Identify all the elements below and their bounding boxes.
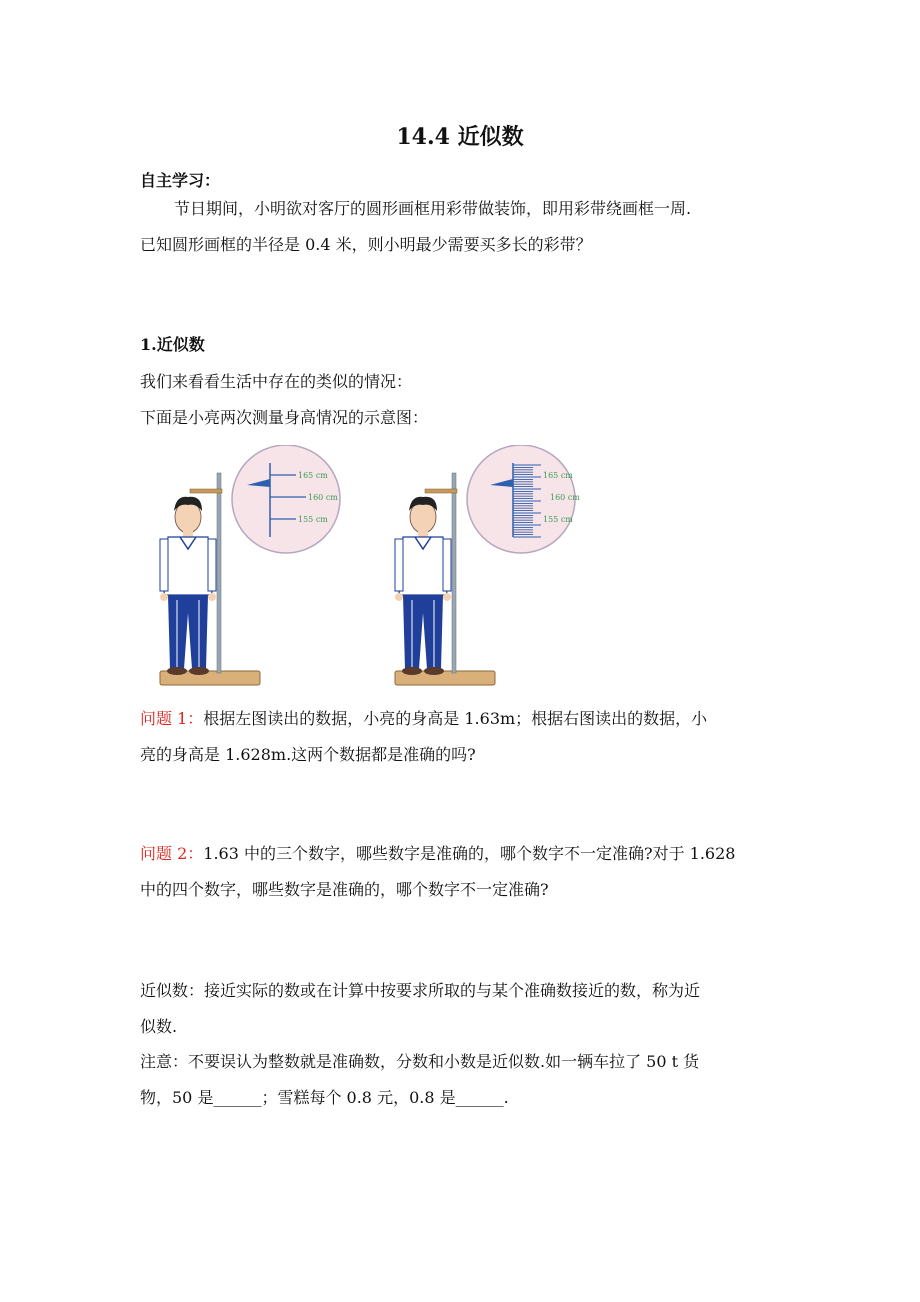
definition-line-1: 近似数：接近实际的数或在计算中按要求所取的与某个准确数接近的数，称为近 <box>140 981 701 1000</box>
height-measurement-figure <box>150 445 600 695</box>
right-label-165: 165 cm <box>543 471 573 480</box>
self-study-line-1: 节日期间，小明欲对客厅的圆形画框用彩带做装饰，即用彩带绕画框一周. <box>174 199 692 218</box>
definition-line-2: 似数. <box>140 1017 178 1036</box>
left-label-160: 160 cm <box>308 493 338 502</box>
right-label-160: 160 cm <box>550 493 580 502</box>
left-head-slider <box>190 489 222 493</box>
question-2-line-2: 中的四个数字，哪些数字是准确的，哪个数字不一定准确? <box>140 880 549 899</box>
self-study-line-2: 已知圆形画框的半径是 0.4 米，则小明最少需要买多长的彩带？ <box>140 235 592 254</box>
question-1-line-1: 问题 1：根据左图读出的数据，小亮的身高是 1.63m；根据右图读出的数据，小 <box>140 709 708 728</box>
left-label-155: 155 cm <box>298 515 328 524</box>
note-line-1: 注意：不要误认为整数就是准确数，分数和小数是近似数.如一辆车拉了 50 t 货 <box>140 1052 700 1071</box>
question-2-label: 问题 2： <box>140 844 204 863</box>
right-measuring-pole <box>452 473 456 673</box>
section-approx-line-1: 我们来看看生活中存在的类似的情况： <box>140 372 413 391</box>
question-1-line-2: 亮的身高是 1.628m.这两个数据都是准确的吗? <box>140 745 476 764</box>
section-approx-line-2: 下面是小亮两次测量身高情况的示意图： <box>140 408 429 427</box>
left-boy-figure <box>160 497 216 675</box>
right-boy-figure <box>395 497 451 675</box>
question-1-label: 问题 1： <box>140 709 204 728</box>
section-approx-heading: 1.近似数 <box>140 335 205 354</box>
right-label-155: 155 cm <box>543 515 573 524</box>
question-2-line-1: 问题 2：1.63 中的三个数字，哪些数字是准确的，哪个数字不一定准确?对于 1.628 <box>140 844 736 863</box>
note-line-2: 物，50 是______；雪糕每个 0.8 元，0.8 是______. <box>140 1088 509 1107</box>
right-head-slider <box>425 489 457 493</box>
left-label-165: 165 cm <box>298 471 328 480</box>
left-measuring-pole <box>217 473 221 673</box>
left-measurement <box>160 445 340 685</box>
right-measurement <box>395 445 580 685</box>
page-title: 14.4 近似数 <box>396 124 524 150</box>
self-study-heading: 自主学习： <box>140 171 221 190</box>
